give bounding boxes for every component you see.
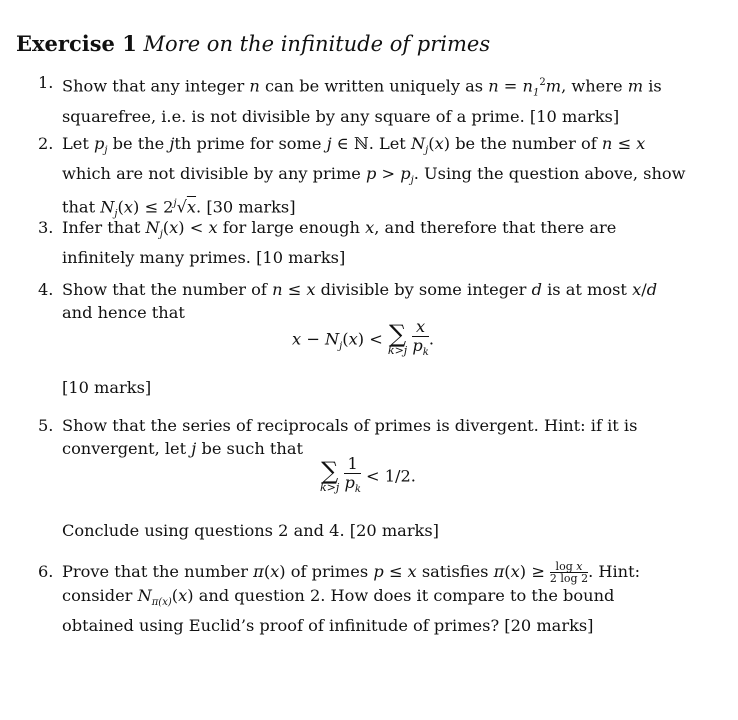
question-1-text: Show that any integer n can be written uniquely as $n = n_1^2m$, where m is squarefree, i.e. is not divisible by any square of a prime. [10 marks] (62, 76, 662, 126)
question-6-number: 6. (38, 562, 54, 581)
question-2 (38, 132, 690, 226)
question-4-display-equation: $x - N_j(x)$ < ∑ k>j $\frac{x}{p_k}$ . (292, 317, 434, 359)
question-5-number: 5. (38, 416, 54, 435)
exercise-label: Exercise 1 (16, 31, 137, 56)
question-1-number: 1. (38, 73, 54, 92)
question-4-marks: [10 marks] (62, 378, 152, 397)
question-5-conclusion: Conclude using questions 2 and 4. [20 marks] (62, 521, 439, 540)
question-5-text: Show that the series of reciprocals of primes is divergent. Hint: if it is convergent, let j be such that (62, 416, 638, 458)
question-2-text: Let $p_j$ be the jth prime for some j ∈ ℕ. Let $N_j(x)$ be the number of n ≤ x which are not divisible by any prime $p > p_j$. Using the question above, show that $N_j(x) \le 2^j√x$. [30 marks] (62, 134, 686, 221)
exercise-heading (16, 31, 490, 56)
question-6-text: Prove that the number π(x) of primes p ≤ x satisfies π(x) ≥ $\frac{\text{log x}}{2 \log 2}$ . Hint: consider $N_{\pi(x)}(x)$ and question 2. How does it compare to the bound obtained using Euclid’s proof of infinitude of primes? [20 marks] (62, 560, 641, 636)
question-4-text: Show that the number of n ≤ x divisible by some integer d is at most x/d and hence that (62, 280, 658, 322)
question-4-number: 4. (38, 280, 54, 299)
question-2-number: 2. (38, 134, 54, 153)
question-3-text: Infer that $N_j(x) < x$ for large enough x, and therefore that there are infinitely many primes. [10 marks] (62, 218, 617, 268)
question-6 (38, 560, 690, 637)
question-3 (38, 216, 690, 269)
question-5-display-equation: ∑ k>j $\frac{1}{p_k}$ < 1/2. (320, 454, 416, 496)
question-5 (38, 414, 690, 460)
question-1 (38, 71, 690, 128)
exercise-title: More on the infinitude of primes (143, 32, 491, 56)
question-3-number: 3. (38, 218, 54, 237)
